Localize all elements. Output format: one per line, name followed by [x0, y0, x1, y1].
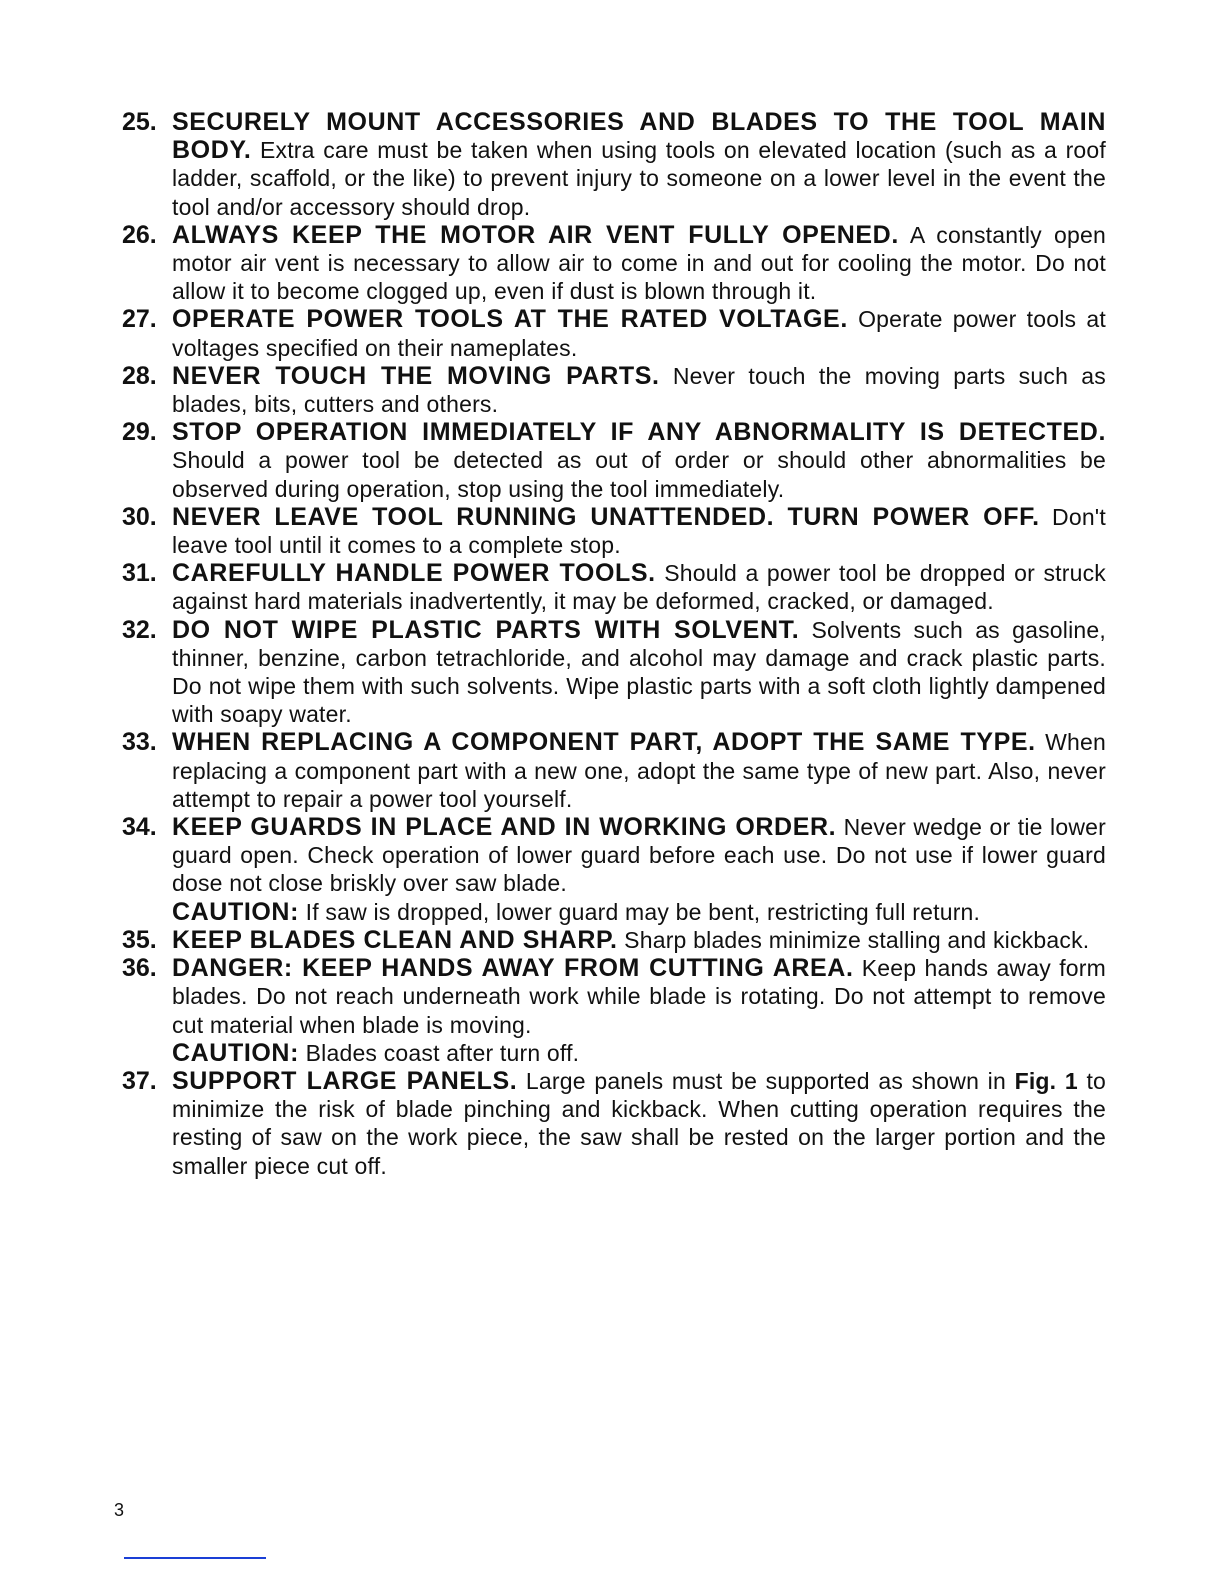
- footer-rule: [124, 1557, 266, 1559]
- item-heading: KEEP BLADES CLEAN AND SHARP.: [172, 925, 618, 954]
- item-number: 37.: [122, 1066, 157, 1095]
- figure-reference: Fig. 1: [1014, 1067, 1078, 1094]
- item-text: Should a power tool be detected as out of order or should other abnormalities be observed during operation, stop using the tool immediately.: [172, 447, 1106, 502]
- item-text: Solvents such as gasoline, thinner, benzine, carbon tetrachloride, and alcohol may damage and crack plastic parts. Do not wipe them with such solvents. Wipe plastic parts with a soft cloth lightly dampened with soapy water.: [172, 616, 1106, 728]
- item-text: Extra care must be taken when using tools on elevated location (such as a roof ladder, scaffold, or the like) to prevent injury to someone on a lower level in the event the tool and/or accessory should drop.: [172, 137, 1107, 220]
- item-number: 27.: [122, 305, 157, 334]
- list-item: [122, 954, 1106, 1067]
- item-text: to minimize the risk of blade pinching and kickback. When cutting operation requires the resting of saw on the work piece, the saw shall be rested on the larger portion and the smaller piece cut off.: [172, 1067, 1107, 1179]
- list-item: [122, 221, 1106, 306]
- item-heading: CAREFULLY HANDLE POWER TOOLS.: [172, 559, 656, 588]
- item-body: [172, 503, 1106, 559]
- item-number: 34.: [122, 813, 157, 842]
- item-number: 35.: [122, 925, 157, 954]
- item-text: Never wedge or tie lower guard open. Check operation of lower guard before each use. Do not use if lower guard dose not close briskly over saw blade.: [172, 814, 1107, 897]
- item-body: [172, 559, 1106, 615]
- item-heading: NEVER TOUCH THE MOVING PARTS.: [172, 361, 660, 390]
- item-body: [172, 1067, 1106, 1180]
- item-heading: DANGER: KEEP HANDS AWAY FROM CUTTING AREA.: [172, 954, 854, 983]
- caution-note: [172, 1039, 1106, 1067]
- item-text: Should a power tool be dropped or struck against hard materials inadvertently, it may be deformed, cracked, or damaged.: [172, 560, 1106, 615]
- item-text: Operate power tools at voltages specified on their nameplates.: [172, 306, 1106, 361]
- list-item: [122, 305, 1106, 361]
- list-item: [122, 418, 1106, 503]
- item-text: Keep hands away form blades. Do not reach underneath work while blade is rotating. Do not attempt to remove cut material when blade is moving.: [172, 955, 1106, 1038]
- item-text: A constantly open motor air vent is necessary to allow air to come in and out for cooling the motor. Do not allow it to become clogged up, even if dust is blown through it.: [172, 221, 1106, 305]
- item-heading: SECURELY MOUNT ACCESSORIES AND BLADES TO THE TOOL MAIN BODY.: [172, 108, 1106, 165]
- caution-label: CAUTION:: [172, 897, 300, 926]
- item-heading: SUPPORT LARGE PANELS.: [172, 1066, 518, 1095]
- item-heading: WHEN REPLACING A COMPONENT PART, ADOPT THE SAME TYPE.: [172, 728, 1036, 757]
- list-item: [122, 559, 1106, 615]
- list-item: [122, 813, 1106, 926]
- item-heading: KEEP GUARDS IN PLACE AND IN WORKING ORDER.: [172, 813, 837, 842]
- caution-note: [172, 898, 1106, 926]
- item-body: [172, 418, 1106, 503]
- list-item: [122, 503, 1106, 559]
- item-body: [172, 813, 1106, 926]
- item-number: 33.: [122, 728, 157, 757]
- caution-label: CAUTION:: [172, 1038, 300, 1067]
- list-item: [122, 926, 1106, 954]
- item-number: 28.: [122, 361, 157, 390]
- caution-text: Blades coast after turn off.: [305, 1039, 580, 1066]
- item-number: 25.: [122, 108, 157, 136]
- list-item: [122, 108, 1106, 221]
- item-body: [172, 954, 1106, 1067]
- item-number: 26.: [122, 220, 157, 249]
- item-text: Never touch the moving parts such as blades, bits, cutters and others.: [172, 362, 1106, 418]
- list-item: [122, 616, 1106, 729]
- item-heading: OPERATE POWER TOOLS AT THE RATED VOLTAGE.: [172, 305, 848, 334]
- item-number: 31.: [122, 559, 157, 588]
- item-heading: ALWAYS KEEP THE MOTOR AIR VENT FULLY OPENED.: [172, 220, 899, 249]
- list-item: [122, 362, 1106, 418]
- item-heading: DO NOT WIPE PLASTIC PARTS WITH SOLVENT.: [172, 615, 800, 644]
- item-body: [172, 108, 1106, 221]
- item-body: [172, 926, 1106, 954]
- item-text: Sharp blades minimize stalling and kickback.: [624, 926, 1090, 953]
- page-number: 3: [114, 1500, 125, 1520]
- item-text: When replacing a component part with a new one, adopt the same type of new part. Also, never attempt to repair a power tool yourself.: [172, 729, 1106, 812]
- item-body: [172, 728, 1106, 813]
- item-body: [172, 305, 1106, 361]
- item-number: 36.: [122, 954, 157, 983]
- item-text-before: Large panels must be supported as shown in: [525, 1067, 1006, 1094]
- caution-text: If saw is dropped, lower guard may be bent, restricting full return.: [305, 898, 981, 925]
- item-heading: NEVER LEAVE TOOL RUNNING UNATTENDED. TURN POWER OFF.: [172, 502, 1040, 531]
- item-number: 29.: [122, 418, 157, 447]
- list-item: [122, 728, 1106, 813]
- safety-rules-list: [122, 108, 1106, 1180]
- item-text: Don't leave tool until it comes to a complete stop.: [172, 503, 1106, 559]
- list-item: [122, 1067, 1106, 1180]
- item-number: 30.: [122, 502, 157, 531]
- item-heading: STOP OPERATION IMMEDIATELY IF ANY ABNORMALITY IS DETECTED.: [172, 418, 1106, 447]
- item-body: [172, 362, 1106, 418]
- item-number: 32.: [122, 615, 157, 644]
- item-body: [172, 221, 1106, 306]
- item-body: [172, 616, 1106, 729]
